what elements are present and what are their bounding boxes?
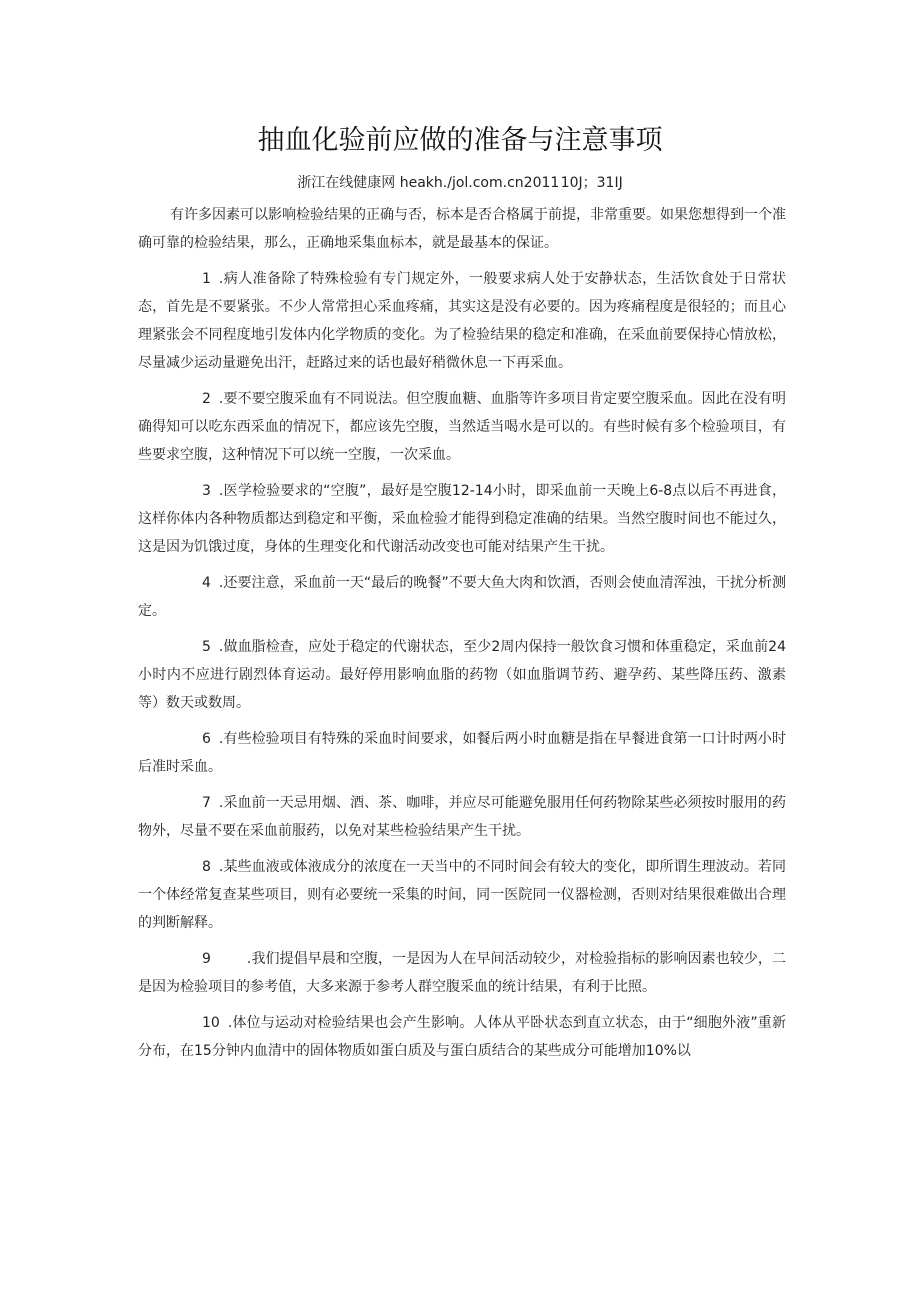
list-item — [138, 569, 786, 625]
item-text: .有些检验项目有特殊的采血时间要求，如餐后两小时血糖是指在早餐进食第一口计时两小时后准时采血。 — [138, 731, 786, 775]
item-number: 6 — [202, 731, 211, 747]
list-item — [138, 789, 786, 845]
list-item — [138, 265, 786, 377]
list-item — [138, 477, 786, 561]
document-body — [138, 201, 786, 1073]
item-text: .采血前一天忌用烟、酒、茶、咖啡，并应尽可能避免服用任何药物除某些必须按时服用的药物外，尽量不要在采血前服药，以免对某些检验结果产生干扰。 — [138, 795, 786, 839]
item-number: 5 — [202, 639, 211, 655]
item-number: 3 — [202, 483, 211, 499]
item-text: .医学检验要求的“空腹”，最好是空腹12-14小时，即采血前一天晚上6-8点以后不再进食，这样你体内各种物质都达到稳定和平衡，采血检验才能得到稳定准确的结果。当然空腹时间也不能过久，这是因为饥饿过度，身体的生理变化和代谢活动改变也可能对结果产生干扰。 — [138, 483, 786, 555]
item-text: .还要注意，采血前一天“最后的晚餐”不要大鱼大肉和饮酒，否则会使血清浑浊，干扰分析测定。 — [138, 575, 786, 619]
item-number: 10 — [202, 1015, 220, 1031]
intro-paragraph: 有许多因素可以影响检验结果的正确与否，标本是否合格属于前提，非常重要。如果您想得到一个准确可靠的检验结果，那么，正确地采集血标本，就是最基本的保证。 — [138, 207, 786, 251]
item-text: .要不要空腹采血有不同说法。但空腹血糖、血脂等许多项目肯定要空腹采血。因此在没有明确得知可以吃东西采血的情况下，都应该先空腹，当然适当喝水是可以的。有些时候有多个检验项目，有些要求空腹，这种情况下可以统一空腹，一次采血。 — [138, 391, 786, 463]
item-number: 4 — [202, 575, 211, 591]
list-item — [138, 945, 786, 1001]
item-number: 1 — [202, 271, 211, 287]
item-number: 8 — [202, 859, 211, 875]
document-source: 浙江在线健康网 heakh./jol.com.cn2011 10J；31IJ — [297, 175, 623, 191]
list-item — [138, 385, 786, 469]
list-item — [138, 853, 786, 937]
document-title: 抽血化验前应做的准备与注意事项 — [257, 125, 663, 156]
item-text: .病人准备除了特殊检验有专门规定外，一般要求病人处于安静状态，生活饮食处于日常状态，首先是不要紧张。不少人常常担心采血疼痛，其实这是没有必要的。因为疼痛程度是很轻的；而且心理紧张会不同程度地引发体内化学物质的变化。为了检验结果的稳定和准确，在采血前要保持心情放松，尽量减少运动量避免出汗，赶路过来的话也最好稍微休息一下再采血。 — [138, 271, 786, 371]
list-item — [138, 725, 786, 781]
list-item — [138, 633, 786, 717]
item-number: 7 — [202, 795, 211, 811]
item-text: .做血脂检查，应处于稳定的代谢状态，至少2周内保持一般饮食习惯和体重稳定，采血前24小时内不应进行剧烈体育运动。最好停用影响血脂的药物（如血脂调节药、避孕药、某些降压药、激素等）数天或数周。 — [138, 639, 786, 711]
item-text: .我们提倡早晨和空腹，一是因为人在早间活动较少，对检验指标的影响因素也较少，二是因为检验项目的参考值，大多来源于参考人群空腹采血的统计结果，有利于比照。 — [138, 951, 786, 995]
item-number: 2 — [202, 391, 211, 407]
item-text: .体位与运动对检验结果也会产生影响。人体从平卧状态到直立状态，由于“细胞外液”重新分布，在15分钟内血清中的固体物质如蛋白质及与蛋白质结合的某些成分可能增加10%以 — [138, 1015, 786, 1059]
item-number: 9 — [202, 951, 211, 967]
list-item — [138, 1009, 786, 1065]
item-text: .某些血液或体液成分的浓度在一天当中的不同时间会有较大的变化，即所谓生理波动。若同一个体经常复查某些项目，则有必要统一采集的时间，同一医院同一仪器检测，否则对结果很难做出合理的判断解释。 — [138, 859, 786, 931]
